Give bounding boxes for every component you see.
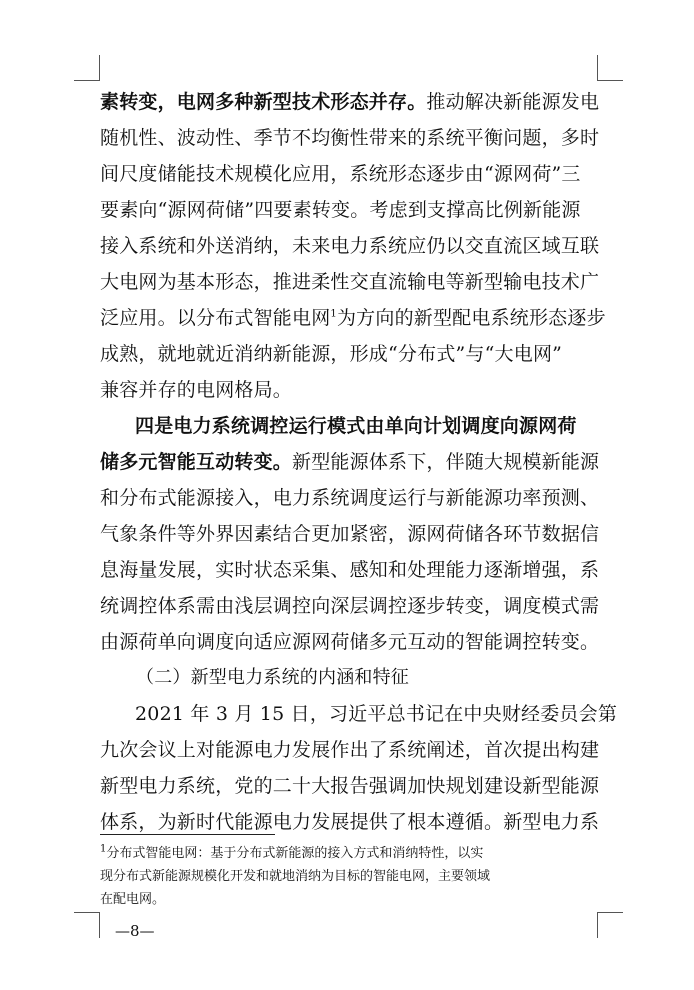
body-line: 息海量发展，实时状态采集、感知和处理能力逐渐增强，系 bbox=[100, 559, 600, 581]
body-line: 成熟，就地就近消纳新能源，形成“分布式”与“大电网” bbox=[100, 343, 563, 365]
body-line: 泛应用。以分布式智能电网$^1$为方向的新型配电系统形态逐步 bbox=[100, 307, 606, 329]
section-heading: （二）新型电力系统的内涵和特征 bbox=[136, 667, 409, 688]
footnote-line: $^1$分布式智能电网：基于分布式新能源的接入方式和消纳特性，以实 bbox=[100, 843, 484, 861]
body-line: 储多元智能互动转变。新型能源体系下，伴随大规模新能源 bbox=[100, 451, 600, 473]
body-line: 新型电力系统，党的二十大报告强调加快规划建设新型能源 bbox=[100, 775, 600, 797]
body-line: 随机性、波动性、季节不均衡性带来的系统平衡问题，多时 bbox=[100, 127, 600, 149]
body-line: 四是电力系统调控运行模式由单向计划调度向源网荷 bbox=[135, 415, 577, 437]
crop-mark-bottom-right-h bbox=[597, 912, 623, 913]
body-line: 由源荷单向调度向适应源网荷储多元互动的智能调控转变。 bbox=[100, 631, 600, 653]
body-line: 大电网为基本形态，推进柔性交直流输电等新型输电技术广 bbox=[100, 271, 600, 293]
body-line: 九次会议上对能源电力发展作出了系统阐述，首次提出构建 bbox=[100, 739, 600, 761]
page-number: —8— bbox=[115, 922, 155, 940]
footnote-separator bbox=[100, 834, 275, 835]
body-line: 要素向“源网荷储”四要素转变。考虑到支撑高比例新能源 bbox=[100, 199, 581, 221]
body-line: 统调控体系需由浅层调控向深层调控逐步转变，调度模式需 bbox=[100, 595, 600, 617]
crop-mark-top-left-v bbox=[99, 55, 100, 81]
crop-mark-top-left-h bbox=[74, 80, 100, 81]
crop-mark-bottom-left-h bbox=[74, 912, 100, 913]
footnote-mark: 1 bbox=[100, 843, 107, 855]
body-line: 2021 年 3 月 15 日，习近平总书记在中央财经委员会第 bbox=[135, 703, 618, 725]
footnote-line: 现分布式新能源规模化开发和就地消纳为目标的智能电网，主要领域 bbox=[100, 869, 491, 884]
body-line: 素转变，电网多种新型技术形态并存。推动解决新能源发电 bbox=[100, 91, 600, 113]
crop-mark-top-right-h bbox=[597, 80, 623, 81]
crop-mark-bottom-left-v bbox=[99, 912, 100, 938]
footnote-reference[interactable]: 1 bbox=[330, 308, 337, 320]
body-line: 和分布式能源接入，电力系统调度运行与新能源功率预测、 bbox=[100, 487, 600, 509]
crop-mark-top-right-v bbox=[597, 55, 598, 81]
body-line: 气象条件等外界因素结合更加紧密，源网荷储各环节数据信 bbox=[100, 523, 600, 545]
footnote-line: 在配电网。 bbox=[100, 892, 166, 907]
body-line: 兼容并存的电网格局。 bbox=[100, 379, 293, 401]
body-line: 体系，为新时代能源电力发展提供了根本遵循。新型电力系 bbox=[100, 811, 600, 833]
body-line: 间尺度储能技术规模化应用，系统形态逐步由“源网荷”三 bbox=[100, 163, 581, 185]
body-line: 接入系统和外送消纳，未来电力系统应仍以交直流区域互联 bbox=[100, 235, 600, 257]
crop-mark-bottom-right-v bbox=[597, 912, 598, 938]
